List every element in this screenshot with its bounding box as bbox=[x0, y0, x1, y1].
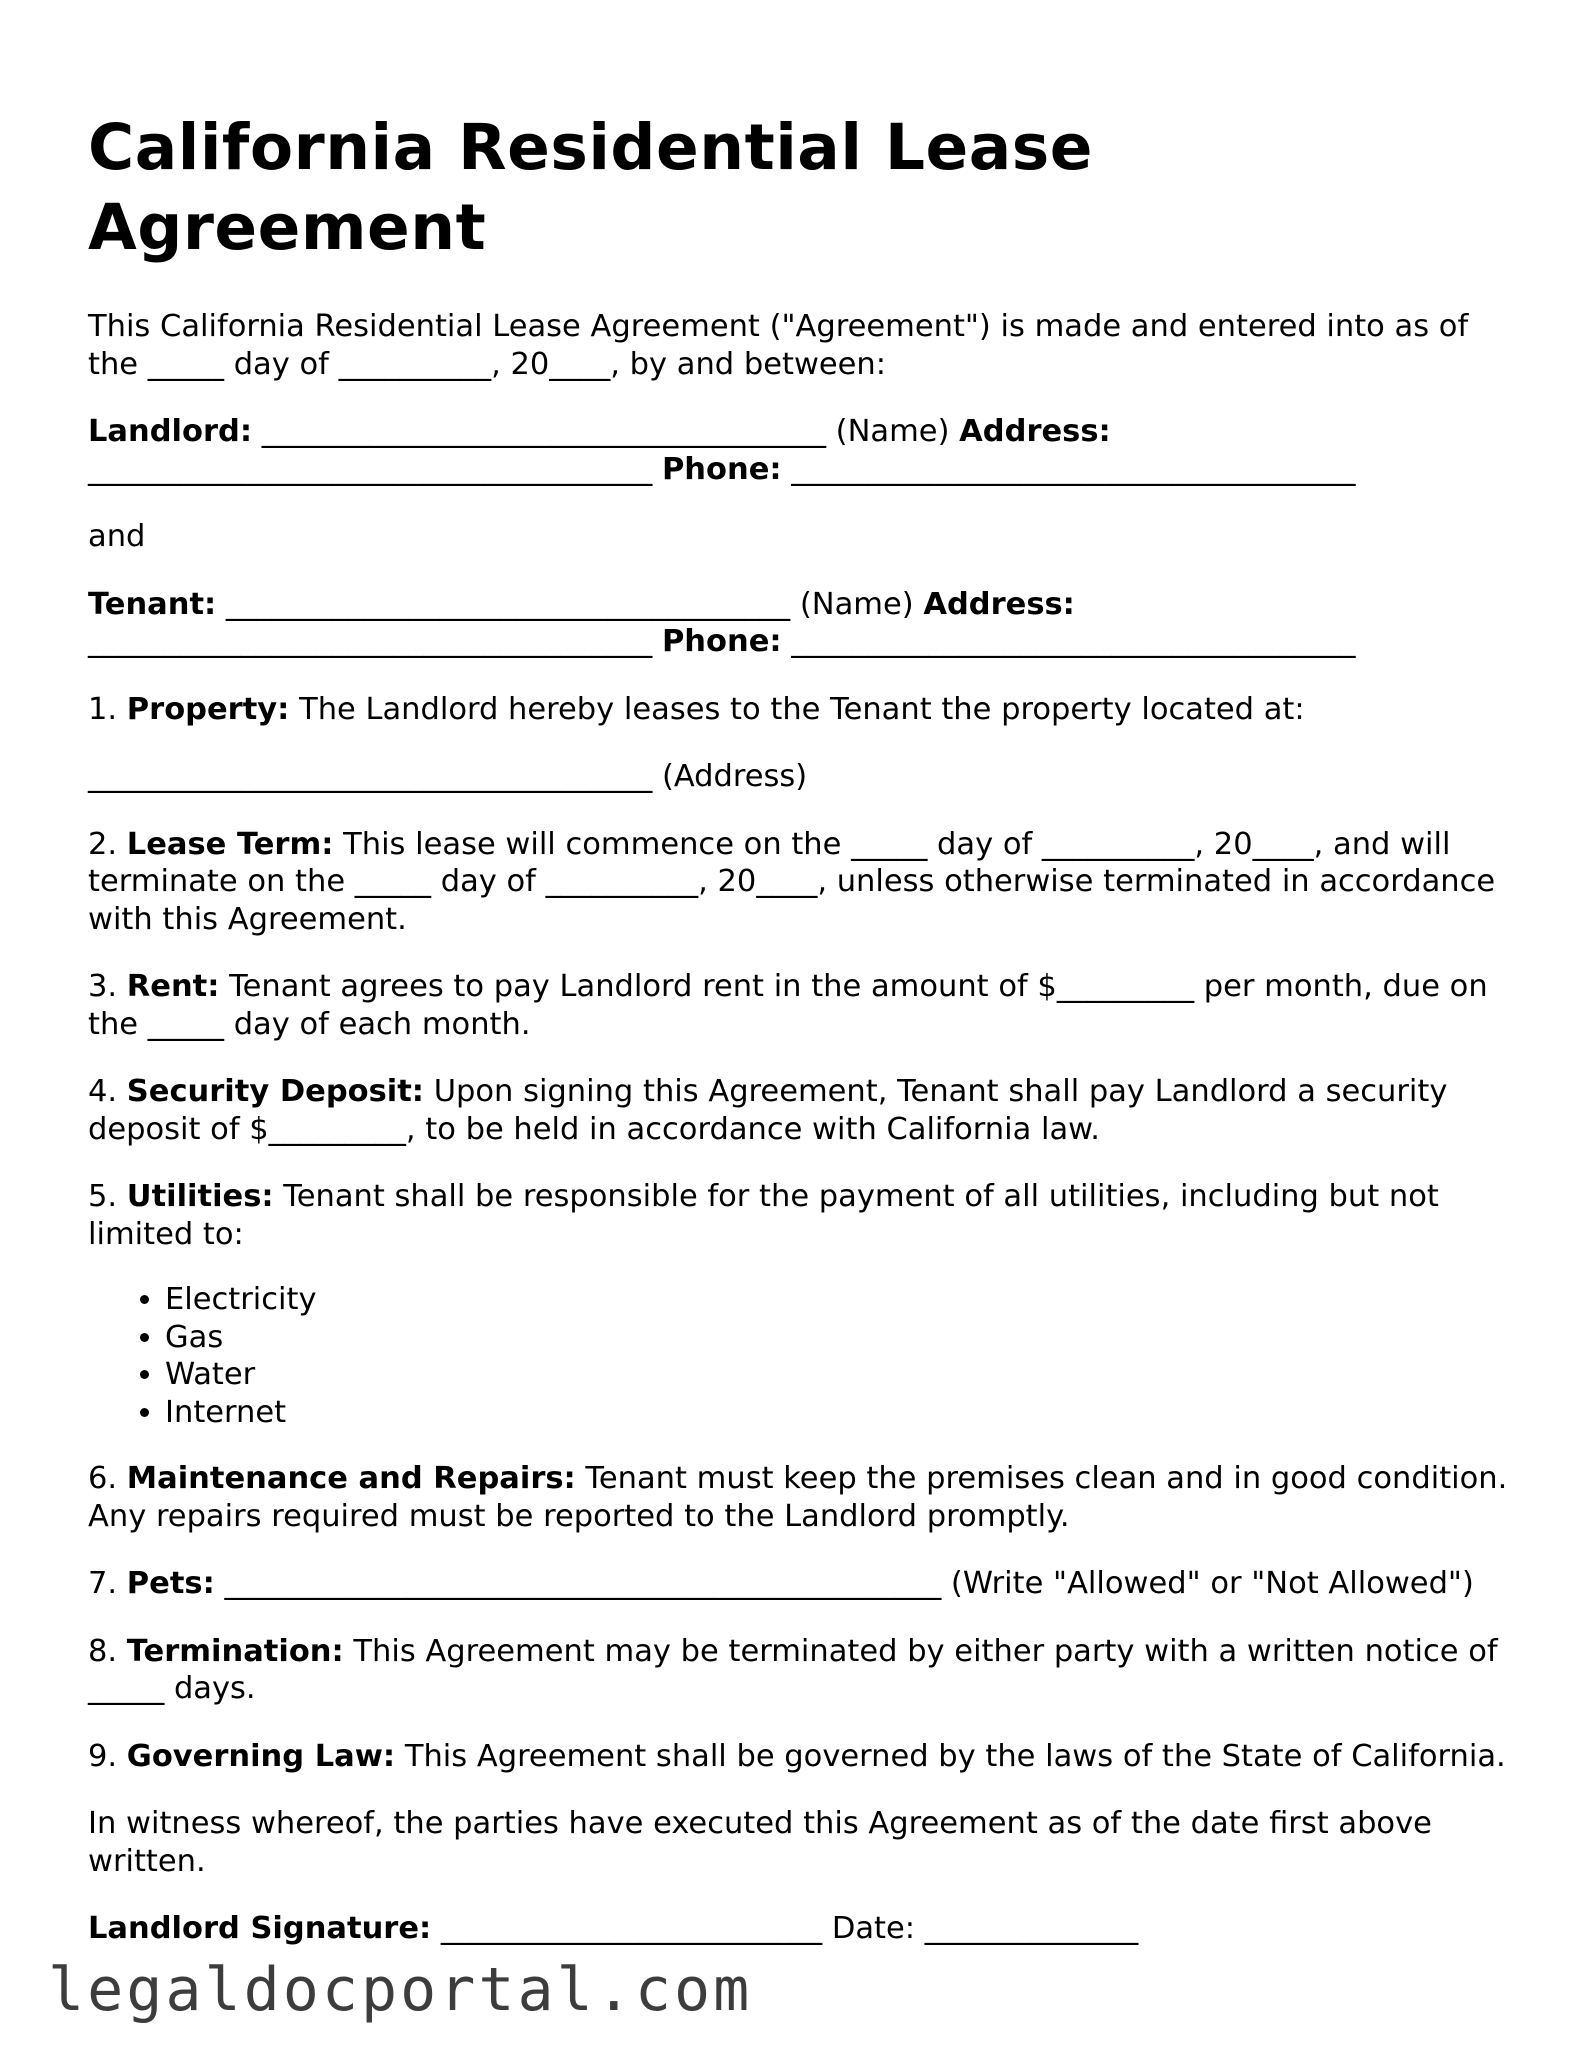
deposit-label: Security Deposit: bbox=[126, 1074, 424, 1109]
utilities-text: Tenant shall be responsible for the payment of all utilities, including but not limited to: bbox=[88, 1179, 1439, 1252]
signature-date-line: _________________________ Date: ______________ bbox=[431, 1911, 1139, 1946]
intro-paragraph: This California Residential Lease Agreement ("Agreement") is made and entered into as of the _____ day of __________, 20____, by and between: bbox=[88, 309, 1469, 382]
deposit-text: Upon signing this Agreement, Tenant shall pay Landlord a security deposit of $_________, to be held in accordance with California law. bbox=[88, 1074, 1448, 1147]
governing-law-label: Governing Law: bbox=[126, 1738, 396, 1774]
lease-term-text: This lease will commence on the _____ day of __________, 20____, and will terminate on the _____ day of __________, 20____, unless otherwise terminated in accordance with this Agreement. bbox=[88, 826, 1496, 937]
landlord-signature-label: Landlord Signature: bbox=[88, 1911, 432, 1946]
section-number: 1. bbox=[88, 691, 127, 727]
landlord-address-line: _____________________________________ bbox=[88, 451, 662, 487]
lease-term-label: Lease Term: bbox=[126, 826, 334, 862]
property-label: Property: bbox=[126, 691, 290, 727]
pets-text: _______________________________________________ (Write "Allowed" or "Not Allowed") bbox=[214, 1566, 1474, 1601]
section-lease-term bbox=[88, 826, 1508, 939]
maintenance-text: Tenant must keep the premises clean and in good condition. Any repairs required must be reported to the Landlord promptly. bbox=[88, 1461, 1508, 1534]
document-page bbox=[88, 108, 1508, 1978]
landlord-phone-line: _____________________________________ bbox=[781, 451, 1356, 487]
section-governing-law bbox=[88, 1738, 1508, 1776]
section-number: 2. bbox=[88, 826, 127, 862]
landlord-phone-label: Phone: bbox=[661, 451, 782, 487]
section-number: 5. bbox=[88, 1179, 127, 1214]
section-number: 4. bbox=[88, 1074, 127, 1109]
maintenance-label: Maintenance and Repairs: bbox=[126, 1461, 576, 1496]
tenant-address-line: _____________________________________ bbox=[88, 624, 662, 659]
termination-label: Termination: bbox=[126, 1633, 344, 1669]
utilities-label: Utilities: bbox=[126, 1179, 274, 1214]
section-security-deposit bbox=[88, 1073, 1508, 1148]
landlord-label: Landlord: bbox=[88, 414, 253, 449]
section-number: 9. bbox=[88, 1738, 127, 1774]
termination-text: This Agreement may be terminated by either party with a written notice of _____ days. bbox=[88, 1633, 1498, 1706]
property-text: The Landlord hereby leases to the Tenant the property located at: bbox=[289, 691, 1305, 727]
tenant-block bbox=[88, 586, 1508, 661]
section-number: 7. bbox=[88, 1566, 127, 1601]
section-property bbox=[88, 691, 1508, 729]
section-pets bbox=[88, 1565, 1508, 1603]
utilities-list bbox=[88, 1281, 1508, 1431]
section-maintenance bbox=[88, 1460, 1508, 1535]
watermark-text: legaldocportal.com bbox=[48, 1955, 753, 2025]
pets-label: Pets: bbox=[126, 1566, 215, 1601]
section-number: 3. bbox=[88, 969, 127, 1004]
list-item: • Gas bbox=[165, 1319, 1508, 1357]
list-item: • Water bbox=[165, 1356, 1508, 1394]
rent-text: Tenant agrees to pay Landlord rent in the amount of $_________ per month, due on the _____ day of each month. bbox=[88, 969, 1488, 1042]
governing-law-text: This Agreement shall be governed by the laws of the State of California. bbox=[395, 1738, 1506, 1774]
landlord-address-label: Address: bbox=[959, 414, 1111, 449]
list-item: • Electricity bbox=[165, 1281, 1508, 1319]
tenant-name-line: _____________________________________ (Name) bbox=[216, 586, 924, 622]
and-text: and bbox=[88, 519, 146, 554]
landlord-name-line: _____________________________________ (Name) bbox=[252, 414, 960, 449]
rent-label: Rent: bbox=[126, 969, 220, 1004]
list-item: • Internet bbox=[165, 1394, 1508, 1432]
section-rent bbox=[88, 968, 1508, 1043]
section-number: 8. bbox=[88, 1633, 127, 1669]
tenant-label: Tenant: bbox=[88, 586, 217, 622]
document-title: California Residential Lease Agreement bbox=[88, 111, 1093, 264]
tenant-address-label: Address: bbox=[923, 586, 1075, 622]
section-number: 6. bbox=[88, 1461, 127, 1496]
witness-paragraph: In witness whereof, the parties have executed this Agreement as of the date first above written. bbox=[88, 1806, 1432, 1879]
tenant-phone-line: _____________________________________ bbox=[781, 624, 1356, 659]
tenant-phone-label: Phone: bbox=[661, 624, 782, 659]
signature-line bbox=[88, 1910, 1508, 1948]
section-termination bbox=[88, 1633, 1508, 1708]
property-address-line: _____________________________________ (Address) bbox=[88, 759, 808, 794]
landlord-block bbox=[88, 413, 1508, 488]
section-utilities bbox=[88, 1178, 1508, 1253]
